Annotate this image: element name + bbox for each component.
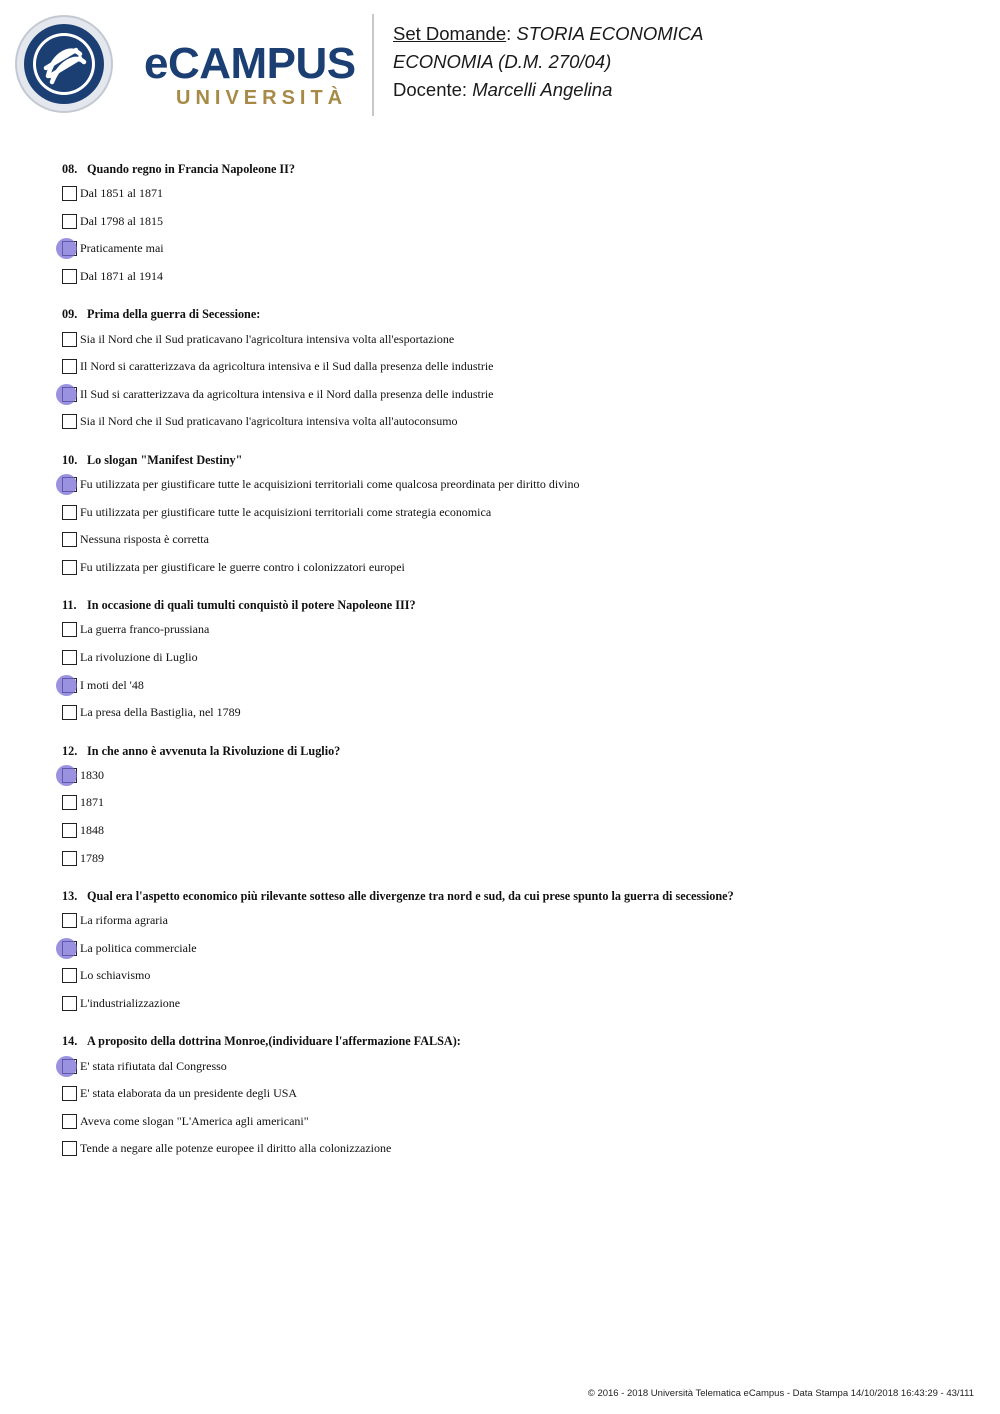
- answer-label: Il Sud si caratterizzava da agricoltura intensiva e il Nord dalla presenza delle industrie: [80, 386, 494, 401]
- answer-checkbox[interactable]: [62, 269, 77, 284]
- answer-checkbox[interactable]: [62, 913, 77, 928]
- question-title: [62, 449, 962, 471]
- answer-label: Dal 1798 al 1815: [80, 213, 163, 228]
- answer-label: Praticamente mai: [80, 241, 164, 256]
- set-line: [393, 20, 703, 48]
- question-number: 13.: [62, 888, 78, 903]
- answer-label: La riforma agraria: [80, 913, 168, 928]
- logo-sub-text: UNIVERSITÀ: [176, 87, 348, 109]
- answer-option[interactable]: [62, 526, 962, 554]
- answer-option[interactable]: [62, 408, 962, 436]
- answer-label: La politica commerciale: [80, 940, 197, 955]
- answer-checkbox[interactable]: [62, 560, 77, 575]
- answer-label: Dal 1871 al 1914: [80, 269, 163, 284]
- question-text: In che anno è avvenuta la Rivoluzione di Luglio?: [87, 743, 341, 758]
- answer-checkbox[interactable]: [62, 650, 77, 665]
- question-number: 10.: [62, 452, 78, 467]
- selected-answer-marker: [56, 384, 77, 405]
- answer-option[interactable]: [62, 381, 962, 409]
- answer-checkbox[interactable]: [62, 851, 77, 866]
- answer-option[interactable]: [62, 180, 962, 208]
- answer-checkbox[interactable]: [62, 1086, 77, 1101]
- answer-option[interactable]: [62, 235, 962, 263]
- answer-checkbox[interactable]: [62, 1114, 77, 1129]
- answer-checkbox[interactable]: [62, 996, 77, 1011]
- answer-checkbox[interactable]: [62, 214, 77, 229]
- ecampus-emblem-icon: [14, 14, 118, 116]
- answer-checkbox[interactable]: [62, 387, 77, 402]
- question-block: [62, 449, 962, 581]
- answer-checkbox[interactable]: [62, 505, 77, 520]
- answer-checkbox[interactable]: [62, 241, 77, 256]
- answer-label: Fu utilizzata per giustificare tutte le acquisizioni territoriali come qualcosa preordinata per diritto divino: [80, 477, 580, 492]
- question-text: In occasione di quali tumulti conquistò il potere Napoleone III?: [87, 598, 416, 613]
- question-block: [62, 1030, 962, 1162]
- course-degree: ECONOMIA (D.M. 270/04): [393, 51, 612, 72]
- logo-brand-text: eCAMPUS: [144, 39, 356, 88]
- answer-label: Lo schiavismo: [80, 968, 151, 983]
- answer-checkbox[interactable]: [62, 768, 77, 783]
- question-block: [62, 885, 962, 1017]
- question-title: [62, 1030, 962, 1052]
- question-text: Qual era l'aspetto economico più rilevante sotteso alle divergenze tra nord e sud, da cui prese spunto la guerra di secessione?: [87, 888, 734, 903]
- question-title: [62, 158, 962, 180]
- answer-option[interactable]: [62, 208, 962, 236]
- answer-label: 1871: [80, 795, 104, 810]
- answer-option[interactable]: [62, 934, 962, 962]
- answer-checkbox[interactable]: [62, 1141, 77, 1156]
- answer-option[interactable]: [62, 962, 962, 990]
- answer-label: Il Nord si caratterizzava da agricoltura intensiva e il Sud dalla presenza delle industrie: [80, 359, 494, 374]
- question-text: Lo slogan "Manifest Destiny": [87, 452, 243, 467]
- answer-label: La presa della Bastiglia, nel 1789: [80, 705, 241, 720]
- answer-option[interactable]: [62, 1135, 962, 1163]
- question-title: [62, 740, 962, 762]
- answer-label: La guerra franco-prussiana: [80, 622, 210, 637]
- answer-label: Dal 1851 al 1871: [80, 186, 163, 201]
- selected-answer-marker: [56, 1056, 77, 1077]
- answer-option[interactable]: [62, 498, 962, 526]
- answer-label: Nessuna risposta è corretta: [80, 532, 209, 547]
- answer-checkbox[interactable]: [62, 678, 77, 693]
- question-number: 08.: [62, 162, 78, 176]
- question-block: [62, 303, 962, 435]
- set-separator: :: [506, 23, 517, 44]
- answer-checkbox[interactable]: [62, 186, 77, 201]
- answer-checkbox[interactable]: [62, 477, 77, 492]
- answer-option[interactable]: [62, 671, 962, 699]
- question-number: 11.: [62, 598, 77, 613]
- answer-label: La rivoluzione di Luglio: [80, 650, 198, 665]
- answer-checkbox[interactable]: [62, 941, 77, 956]
- selected-answer-marker: [56, 765, 77, 786]
- docente-line: [393, 76, 703, 104]
- selected-answer-marker: [56, 474, 77, 495]
- header-divider: [372, 14, 374, 116]
- answer-label: Sia il Nord che il Sud praticavano l'agricoltura intensiva volta all'esportazione: [80, 331, 455, 346]
- answer-option[interactable]: [62, 644, 962, 672]
- answer-option[interactable]: [62, 990, 962, 1018]
- answer-label: I moti del '48: [80, 677, 144, 692]
- course-info: [393, 20, 703, 104]
- answer-checkbox[interactable]: [62, 622, 77, 637]
- answer-option[interactable]: [62, 471, 962, 499]
- answer-label: E' stata elaborata da un presidente degli USA: [80, 1086, 298, 1101]
- answer-label: 1789: [80, 850, 104, 865]
- question-text: Quando regno in Francia Napoleone II?: [87, 162, 296, 176]
- answer-label: Sia il Nord che il Sud praticavano l'agricoltura intensiva volta all'autoconsumo: [80, 414, 458, 429]
- answer-checkbox[interactable]: [62, 1059, 77, 1074]
- answer-option[interactable]: [62, 817, 962, 845]
- question-text: Prima della guerra di Secessione:: [87, 307, 261, 322]
- answer-checkbox[interactable]: [62, 795, 77, 810]
- question-list: [62, 158, 962, 1176]
- answer-checkbox[interactable]: [62, 414, 77, 429]
- answer-option[interactable]: [62, 554, 962, 582]
- question-number: 12.: [62, 743, 78, 758]
- question-title: [62, 594, 962, 616]
- question-block: [62, 158, 962, 290]
- answer-option[interactable]: [62, 1052, 962, 1080]
- answer-label: Fu utilizzata per giustificare le guerre contro i colonizzatori europei: [80, 559, 405, 574]
- selected-answer-marker: [56, 238, 77, 259]
- question-block: [62, 740, 962, 872]
- set-label: Set Domande: [393, 23, 507, 44]
- answer-option[interactable]: [62, 325, 962, 353]
- answer-checkbox[interactable]: [62, 705, 77, 720]
- answer-option[interactable]: [62, 263, 962, 291]
- answer-checkbox[interactable]: [62, 332, 77, 347]
- answer-option[interactable]: [62, 1107, 962, 1135]
- question-title: [62, 303, 962, 325]
- answer-option[interactable]: [62, 699, 962, 727]
- answer-option[interactable]: [62, 789, 962, 817]
- docente-label: Docente:: [393, 79, 473, 100]
- answer-checkbox[interactable]: [62, 532, 77, 547]
- docente-name: Marcelli Angelina: [472, 79, 613, 100]
- page-footer: © 2016 - 2018 Università Telematica eCampus - Data Stampa 14/10/2018 16:43:29 - 43/111: [587, 1388, 974, 1399]
- question-text: A proposito della dottrina Monroe,(individuare l'affermazione FALSA):: [87, 1034, 461, 1049]
- selected-answer-marker: [56, 675, 77, 696]
- answer-label: Tende a negare alle potenze europee il diritto alla colonizzazione: [80, 1141, 392, 1156]
- answer-option[interactable]: [62, 762, 962, 790]
- answer-option[interactable]: [62, 907, 962, 935]
- answer-label: 1848: [80, 822, 104, 837]
- course-title: STORIA ECONOMICA: [516, 23, 704, 44]
- ecampus-logo: [14, 14, 359, 116]
- answer-option[interactable]: [62, 844, 962, 872]
- answer-option[interactable]: [62, 616, 962, 644]
- answer-option[interactable]: [62, 1080, 962, 1108]
- selected-answer-marker: [56, 938, 77, 959]
- question-number: 14.: [62, 1034, 78, 1049]
- question-block: [62, 594, 962, 726]
- question-title: [62, 885, 962, 907]
- answer-label: 1830: [80, 767, 104, 782]
- answer-label: Fu utilizzata per giustificare tutte le acquisizioni territoriali come strategia economica: [80, 504, 492, 519]
- answer-checkbox[interactable]: [62, 359, 77, 374]
- answer-label: L'industrializzazione: [80, 995, 181, 1010]
- answer-label: E' stata rifiutata dal Congresso: [80, 1058, 227, 1073]
- answer-option[interactable]: [62, 353, 962, 381]
- answer-label: Aveva come slogan "L'America agli americani": [80, 1113, 309, 1128]
- answer-checkbox[interactable]: [62, 823, 77, 838]
- answer-checkbox[interactable]: [62, 968, 77, 983]
- question-number: 09.: [62, 307, 78, 322]
